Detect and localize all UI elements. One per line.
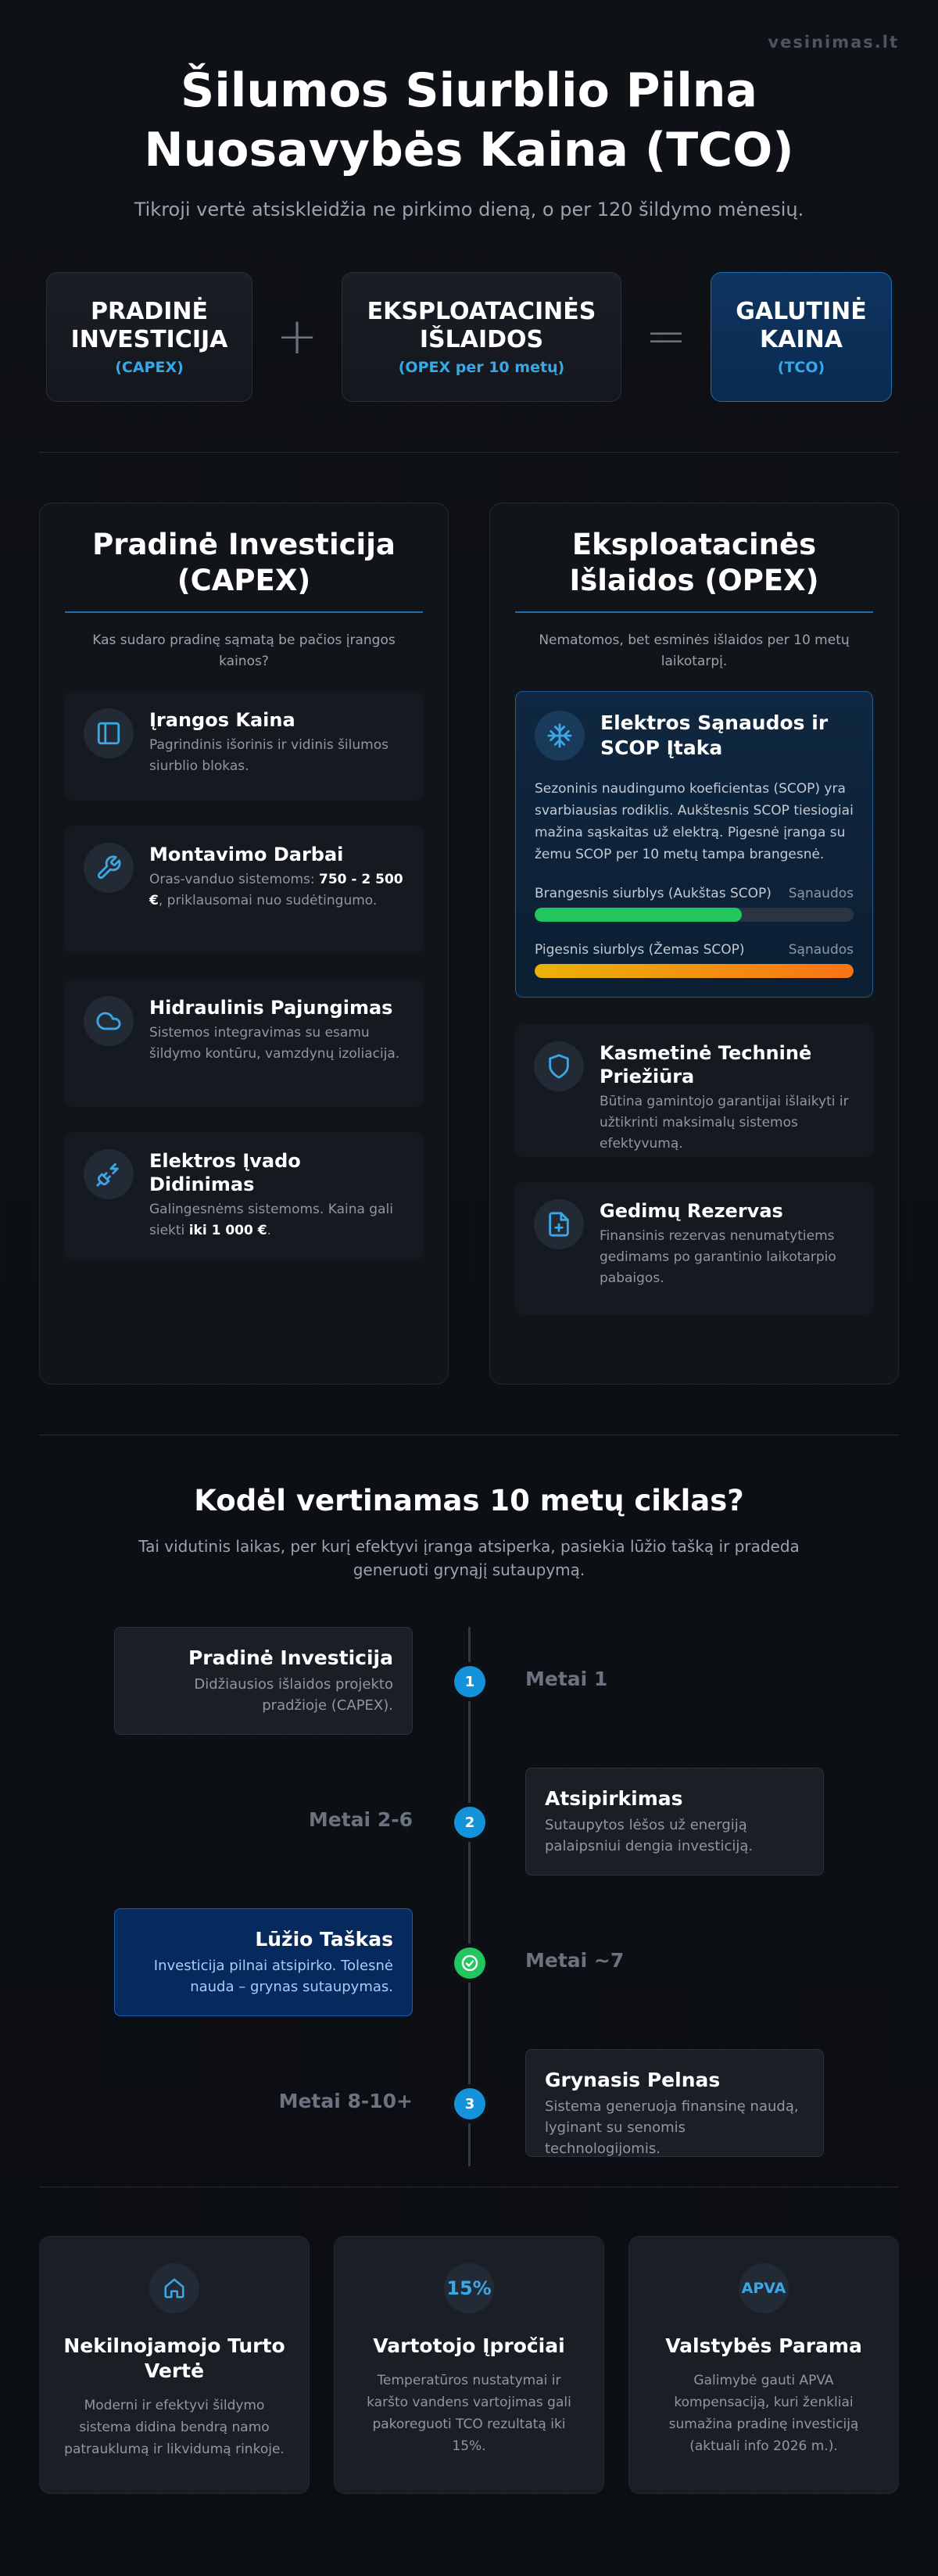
shield-icon	[534, 1041, 584, 1091]
timeline-card-title: Lūžio Taškas	[255, 1928, 393, 1951]
bar-label: Brangesnis siurblys (Aukštas SCOP)	[535, 886, 772, 901]
panel-icon	[84, 708, 134, 758]
scop-card	[515, 691, 873, 998]
bar-fill	[535, 908, 742, 922]
cloud-icon	[84, 996, 134, 1046]
card-desc: Temperatūros nustatymai ir karšto vandens vartojimas gali pakoreguoti TCO rezultatą iki 15%.	[367, 2373, 571, 2454]
formula-opex-box	[342, 272, 621, 402]
capex-item-hydraulic	[65, 979, 423, 1107]
bar-right-label: Sąnaudos	[788, 886, 854, 901]
snowflake-icon	[535, 711, 585, 761]
capex-item-installation	[65, 826, 423, 954]
cycle-section	[39, 1484, 899, 1582]
capex-heading: Pradinė Investicija (CAPEX)	[65, 527, 423, 613]
timeline-step-1	[39, 1627, 899, 1736]
timeline-year: Metai 2-6	[308, 1808, 413, 1831]
opex-intro: Nematomos, bet esminės išlaidos per 10 metų laikotarpį.	[539, 632, 850, 669]
opex-heading: Eksploatacinės Išlaidos (OPEX)	[515, 527, 873, 613]
opex-item-maintenance	[515, 1024, 873, 1157]
timeline-card-title: Grynasis Pelnas	[545, 2069, 721, 2091]
timeline	[39, 1627, 899, 2174]
item-title: Elektros Įvado Didinimas	[149, 1150, 301, 1195]
timeline-marker: 1	[454, 1666, 485, 1697]
scop-bar-high	[535, 886, 854, 922]
tco-formula	[39, 272, 899, 402]
page-title: Šilumos Siurblio Pilna Nuosavybės Kaina (TCO)	[144, 63, 794, 177]
cost-breakdown	[39, 503, 899, 1385]
percent-badge: 15%	[444, 2263, 494, 2313]
formula-capex-box	[46, 272, 252, 402]
bar-fill	[535, 964, 854, 978]
cycle-subtitle: Tai vidutinis laikas, per kurį efektyvi įranga atsiperka, pasiekia lūžio tašką ir pradeda generuoti grynąjį sutaupymą.	[138, 1537, 800, 1579]
card-consumer-habits	[334, 2236, 604, 2494]
timeline-card-title: Pradinė Investicija	[188, 1646, 393, 1669]
item-desc: Oras-vanduo sistemoms: 750 - 2 500 €, priklausomai nuo sudėtingumo.	[149, 872, 403, 908]
card-state-support	[628, 2236, 899, 2494]
formula-capex-title: PRADINĖ INVESTICIJA	[70, 298, 228, 353]
item-desc: Finansinis rezervas nenumatytiems gedimams po garantinio laikotarpio pabaigos.	[600, 1228, 836, 1286]
timeline-card-desc: Sutaupytos lėšos už energiją palaipsniui dengia investiciją.	[545, 1817, 754, 1854]
scop-bar-low	[535, 942, 854, 978]
check-icon	[454, 1947, 485, 1979]
item-title: Kasmetinė Techninė Priežiūra	[600, 1042, 812, 1087]
card-title: Valstybės Parama	[665, 2334, 862, 2357]
bar-track	[535, 964, 854, 978]
bar-right-label: Sąnaudos	[788, 942, 854, 958]
timeline-year: Metai ~7	[525, 1949, 625, 1972]
formula-tco-sub: (TCO)	[777, 359, 825, 376]
wrench-icon	[84, 843, 134, 893]
timeline-marker: 2	[454, 1807, 485, 1838]
timeline-year: Metai 1	[525, 1668, 608, 1690]
timeline-step-2	[39, 1768, 899, 1877]
capex-column	[39, 503, 449, 1385]
formula-capex-sub: (CAPEX)	[115, 359, 184, 376]
formula-tco-box	[711, 272, 892, 402]
item-title: Hidraulinis Pajungimas	[149, 997, 393, 1019]
item-title: Gedimų Rezervas	[600, 1200, 783, 1222]
card-title: Nekilnojamojo Turto Vertė	[63, 2334, 285, 2382]
equals-sign: =	[645, 308, 687, 366]
item-desc: Pagrindinis išorinis ir vidinis šilumos siurblio blokas.	[149, 737, 388, 774]
timeline-marker: 3	[454, 2088, 485, 2119]
apva-badge: APVA	[739, 2263, 789, 2313]
card-property-value	[39, 2236, 310, 2494]
timeline-card	[525, 1768, 824, 1876]
item-desc: Sistemos integravimas su esamu šildymo kontūru, vamzdynų izoliacija.	[149, 1025, 400, 1062]
timeline-card	[525, 2049, 824, 2157]
page-subtitle: Tikroji vertė atsiskleidžia ne pirkimo dieną, o per 120 šildymo mėnesių.	[134, 199, 804, 220]
card-title: Vartotojo Įpročiai	[373, 2334, 565, 2357]
timeline-card-desc: Didžiausios išlaidos projekto pradžioje (CAPEX).	[194, 1676, 393, 1714]
timeline-step-breakeven	[39, 1908, 899, 2018]
timeline-card-highlight	[114, 1908, 413, 2016]
opex-column	[489, 503, 899, 1385]
item-desc: Būtina gamintojo garantijai išlaikyti ir užtikrinti maksimalų sistemos efektyvumą.	[600, 1094, 849, 1152]
timeline-year: Metai 8-10+	[278, 2090, 413, 2112]
bar-label: Pigesnis siurblys (Žemas SCOP)	[535, 942, 745, 958]
bar-track	[535, 908, 854, 922]
cycle-heading: Kodėl vertinamas 10 metų ciklas?	[194, 1484, 744, 1517]
capex-item-electric-input	[65, 1132, 423, 1260]
capex-item-equipment	[65, 691, 423, 801]
item-desc: Galingesnėms sistemoms. Kaina gali siekti iki 1 000 €.	[149, 1202, 393, 1238]
brand-logo[interactable]: vesinimas.lt	[768, 33, 899, 52]
item-title: Montavimo Darbai	[149, 844, 344, 865]
timeline-card	[114, 1627, 413, 1735]
timeline-step-3	[39, 2049, 899, 2159]
factor-cards	[39, 2236, 899, 2494]
capex-intro: Kas sudaro pradinę sąmatą be pačios įrangos kainos?	[92, 632, 396, 669]
formula-opex-sub: (OPEX per 10 metų)	[398, 359, 565, 376]
formula-opex-title: EKSPLOATACINĖS IŠLAIDOS	[367, 298, 596, 353]
section-divider	[39, 452, 899, 453]
item-title: Įrangos Kaina	[149, 709, 295, 731]
file-plus-icon	[534, 1199, 584, 1249]
timeline-card-title: Atsipirkimas	[545, 1787, 683, 1810]
opex-item-reserve	[515, 1182, 873, 1315]
scop-title: Elektros Sąnaudos ir SCOP Įtaka	[600, 711, 829, 759]
scop-text: Sezoninis naudingumo koeficientas (SCOP) yra svarbiausias rodiklis. Aukštesnis SCOP tiesiogiai mažina sąskaitas už elektrą. Pigesnė įranga su žemu SCOP per 10 metų tampa brangesnė.	[535, 781, 854, 862]
plug-icon	[84, 1149, 134, 1199]
timeline-card-desc: Sistema generuoja finansinę naudą, lyginant su senomis technologijomis.	[545, 2098, 799, 2157]
card-desc: Galimybė gauti APVA kompensaciją, kuri ženkliai sumažina pradinę investiciją (aktuali info 2026 m.).	[668, 2373, 859, 2454]
formula-tco-title: GALUTINĖ KAINA	[736, 298, 867, 353]
home-icon	[149, 2263, 199, 2313]
card-desc: Moderni ir efektyvi šildymo sistema didina bendrą namo patrauklumą ir likvidumą rinkoje.	[64, 2398, 285, 2457]
timeline-card-desc: Investicija pilnai atsipirko. Tolesnė nauda – grynas sutaupymas.	[153, 1958, 393, 1995]
plus-sign: +	[276, 308, 318, 366]
